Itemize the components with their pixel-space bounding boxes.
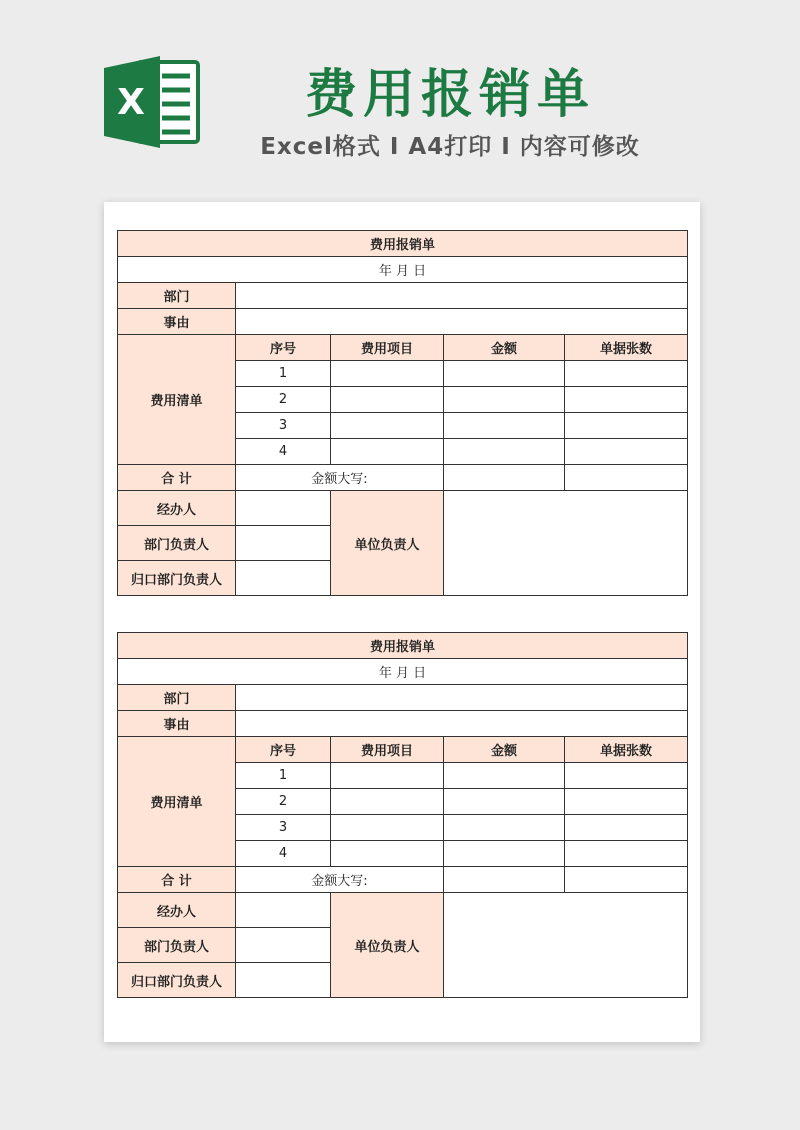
handler-field[interactable] xyxy=(236,491,331,526)
department-field[interactable] xyxy=(236,685,688,711)
row-number: 2 xyxy=(236,789,331,815)
total-label: 合 计 xyxy=(118,465,236,491)
expense-list-label: 费用清单 xyxy=(118,335,236,465)
receipts-cell[interactable] xyxy=(565,413,688,439)
handler-field[interactable] xyxy=(236,893,331,928)
col-header-no: 序号 xyxy=(236,737,331,763)
header-banner xyxy=(0,0,800,200)
amount-in-words-field[interactable] xyxy=(236,867,444,893)
item-cell[interactable] xyxy=(331,815,444,841)
amount-cell[interactable] xyxy=(444,361,565,387)
row-number: 3 xyxy=(236,413,331,439)
row-number: 1 xyxy=(236,763,331,789)
receipts-cell[interactable] xyxy=(565,763,688,789)
handler-label: 经办人 xyxy=(118,491,236,526)
receipts-cell[interactable] xyxy=(565,841,688,867)
receipts-cell[interactable] xyxy=(565,387,688,413)
expense-list-label: 费用清单 xyxy=(118,737,236,867)
col-header-no: 序号 xyxy=(236,335,331,361)
excel-icon xyxy=(104,56,204,148)
page-subtitle: Excel格式 I A4打印 I 内容可修改 xyxy=(260,134,640,160)
total-amount-cell[interactable] xyxy=(444,867,565,893)
amount-in-words-field[interactable] xyxy=(236,465,444,491)
row-number: 2 xyxy=(236,387,331,413)
amount-cell[interactable] xyxy=(444,815,565,841)
reimbursement-form xyxy=(117,632,688,998)
form-title: 费用报销单 xyxy=(118,231,688,257)
row-number: 3 xyxy=(236,815,331,841)
owning-dept-head-label: 归口部门负责人 xyxy=(118,561,236,596)
date-row: 年 月 日 xyxy=(118,659,688,685)
reason-label: 事由 xyxy=(118,309,236,335)
department-label: 部门 xyxy=(118,283,236,309)
receipts-cell[interactable] xyxy=(565,789,688,815)
amount-cell[interactable] xyxy=(444,763,565,789)
receipts-cell[interactable] xyxy=(565,439,688,465)
reason-label: 事由 xyxy=(118,711,236,737)
item-cell[interactable] xyxy=(331,361,444,387)
reimbursement-form xyxy=(117,230,688,596)
item-cell[interactable] xyxy=(331,387,444,413)
reason-field[interactable] xyxy=(236,309,688,335)
col-header-amount: 金额 xyxy=(444,737,565,763)
amount-cell[interactable] xyxy=(444,413,565,439)
unit-head-label: 单位负责人 xyxy=(331,893,444,998)
amount-cell[interactable] xyxy=(444,387,565,413)
row-number: 1 xyxy=(236,361,331,387)
item-cell[interactable] xyxy=(331,439,444,465)
page-title: 费用报销单 xyxy=(304,65,595,125)
owning-dept-head-field[interactable] xyxy=(236,561,331,596)
form-paper xyxy=(104,202,700,1042)
row-number: 4 xyxy=(236,841,331,867)
receipts-cell[interactable] xyxy=(565,361,688,387)
owning-dept-head-field[interactable] xyxy=(236,963,331,998)
amount-in-words-label: 金额大写: xyxy=(311,874,368,889)
reason-field[interactable] xyxy=(236,711,688,737)
amount-cell[interactable] xyxy=(444,841,565,867)
total-label: 合 计 xyxy=(118,867,236,893)
item-cell[interactable] xyxy=(331,763,444,789)
unit-head-field[interactable] xyxy=(444,893,688,998)
dept-head-label: 部门负责人 xyxy=(118,928,236,963)
col-header-receipts: 单据张数 xyxy=(565,737,688,763)
total-receipts-cell[interactable] xyxy=(565,465,688,491)
unit-head-label: 单位负责人 xyxy=(331,491,444,596)
row-number: 4 xyxy=(236,439,331,465)
department-field[interactable] xyxy=(236,283,688,309)
svg-text:X: X xyxy=(117,82,145,123)
form-title: 费用报销单 xyxy=(118,633,688,659)
date-row: 年 月 日 xyxy=(118,257,688,283)
department-label: 部门 xyxy=(118,685,236,711)
item-cell[interactable] xyxy=(331,413,444,439)
handler-label: 经办人 xyxy=(118,893,236,928)
col-header-item: 费用项目 xyxy=(331,335,444,361)
amount-cell[interactable] xyxy=(444,439,565,465)
col-header-amount: 金额 xyxy=(444,335,565,361)
dept-head-field[interactable] xyxy=(236,526,331,561)
receipts-cell[interactable] xyxy=(565,815,688,841)
amount-in-words-label: 金额大写: xyxy=(311,472,368,487)
owning-dept-head-label: 归口部门负责人 xyxy=(118,963,236,998)
item-cell[interactable] xyxy=(331,789,444,815)
dept-head-field[interactable] xyxy=(236,928,331,963)
col-header-item: 费用项目 xyxy=(331,737,444,763)
unit-head-field[interactable] xyxy=(444,491,688,596)
amount-cell[interactable] xyxy=(444,789,565,815)
col-header-receipts: 单据张数 xyxy=(565,335,688,361)
total-receipts-cell[interactable] xyxy=(565,867,688,893)
item-cell[interactable] xyxy=(331,841,444,867)
total-amount-cell[interactable] xyxy=(444,465,565,491)
dept-head-label: 部门负责人 xyxy=(118,526,236,561)
